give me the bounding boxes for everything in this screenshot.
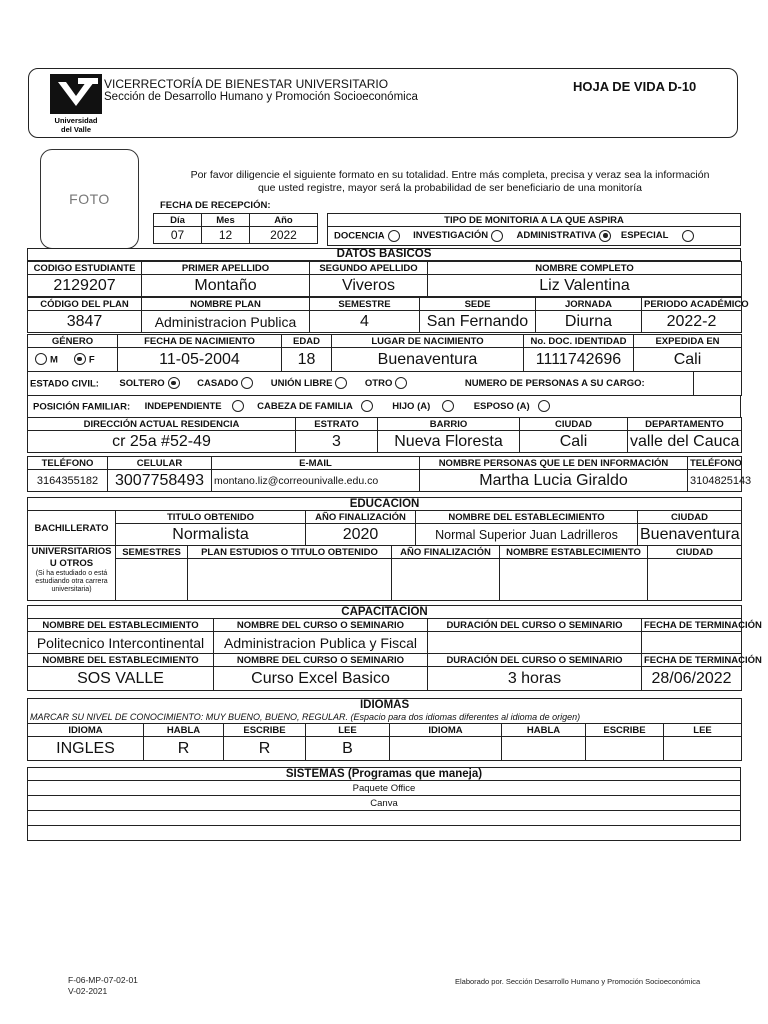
nombre-plan-field[interactable]: Administracion Publica <box>142 311 310 333</box>
ano-fin-univ-field[interactable] <box>392 559 500 601</box>
photo-label: FOTO <box>69 191 110 207</box>
docencia-radio[interactable] <box>388 230 400 242</box>
h-habla-1: HABLA <box>144 724 224 737</box>
codigo-plan-field[interactable]: 3847 <box>28 311 142 333</box>
lee-2-field[interactable] <box>664 737 742 761</box>
cap2-establecimiento-field[interactable]: SOS VALLE <box>28 667 214 691</box>
h-escribe-1: ESCRIBE <box>224 724 306 737</box>
h-escribe-2: ESCRIBE <box>586 724 664 737</box>
nombre-completo-field[interactable]: Liz Valentina <box>428 275 742 297</box>
intro-line-1: Por favor diligencie el siguiente formato en su totalidad. Entre más completa, precisa y veraz sea la información <box>190 169 710 181</box>
h-cap-fecha: FECHA DE TERMINACIÓN <box>642 619 742 632</box>
email-field[interactable]: montano.liz@correounivalle.edu.co <box>212 470 420 492</box>
h-celular: CELULAR <box>108 457 212 470</box>
posicion-familiar-row <box>27 395 741 418</box>
h-doc-identidad: No. DOC. IDENTIDAD <box>524 335 634 348</box>
primer-apellido-field[interactable]: Montaño <box>142 275 310 297</box>
investigacion-radio[interactable] <box>491 230 503 242</box>
casado-radio[interactable] <box>241 377 253 389</box>
idiomas-table <box>27 698 742 761</box>
h-cap-establecimiento-2: NOMBRE DEL ESTABLECIMIENTO <box>28 654 214 667</box>
h-primer-apellido: PRIMER APELLIDO <box>142 262 310 275</box>
h-ciudad-univ: CIUDAD <box>648 546 742 559</box>
h-semestres: SEMESTRES <box>116 546 188 559</box>
genero-f-radio[interactable] <box>74 353 86 365</box>
educacion-title: EDUCACION <box>28 498 742 511</box>
soltero-radio[interactable] <box>168 377 180 389</box>
datos-row-2 <box>27 297 749 333</box>
h-cap-duracion: DURACIÓN DEL CURSO O SEMINARIO <box>428 619 642 632</box>
ciudad-bach-field[interactable]: Buenaventura <box>638 524 742 546</box>
union-libre-radio[interactable] <box>335 377 347 389</box>
datos-row-3 <box>27 334 742 372</box>
h-ciudad-bach: CIUDAD <box>638 511 742 524</box>
mes-field[interactable]: 12 <box>202 227 250 244</box>
esposo-label: ESPOSO (A) <box>473 400 530 412</box>
h-lee-1: LEE <box>306 724 390 737</box>
administrativa-radio[interactable] <box>599 230 611 242</box>
mes-header: Mes <box>202 214 250 227</box>
photo-box[interactable] <box>40 149 139 249</box>
habla-1-field[interactable]: R <box>144 737 224 761</box>
telefono-2-field[interactable]: 3104825143 <box>688 470 742 492</box>
university-logo <box>50 74 102 136</box>
semestre-field[interactable]: 4 <box>310 311 420 333</box>
sistemas-item-3[interactable] <box>28 811 741 826</box>
escribe-1-field[interactable]: R <box>224 737 306 761</box>
segundo-apellido-field[interactable]: Viveros <box>310 275 428 297</box>
cap1-curso-field[interactable]: Administracion Publica y Fiscal <box>214 632 428 654</box>
celular-field[interactable]: 3007758493 <box>108 470 212 492</box>
expedida-field[interactable]: Cali <box>634 348 742 372</box>
datos-row-4 <box>27 417 742 453</box>
genero-f-label: F <box>88 353 95 365</box>
union-libre-label: UNIÓN LIBRE <box>270 377 333 389</box>
establecimiento-field[interactable]: Normal Superior Juan Ladrilleros <box>416 524 638 546</box>
header-subtitle: Sección de Desarrollo Humano y Promoción Socioeconómica <box>104 91 418 103</box>
h-jornada: JORNADA <box>536 298 642 311</box>
ano-header: Año <box>250 214 318 227</box>
h-cap-curso: NOMBRE DEL CURSO O SEMINARIO <box>214 619 428 632</box>
idioma-2-field[interactable] <box>390 737 502 761</box>
universitarios-table <box>27 545 742 601</box>
esposo-radio[interactable] <box>538 400 550 412</box>
h-idioma-2: IDIOMA <box>390 724 502 737</box>
posicion-familiar-label: POSICIÓN FAMILIAR: <box>33 400 131 412</box>
cap1-establecimiento-field[interactable]: Politecnico Intercontinental <box>28 632 214 654</box>
universitarios-label: UNIVERSITARIOS U OTROS <box>31 546 112 569</box>
codigo-estudiante-field[interactable]: 2129207 <box>28 275 142 297</box>
datos-row-5 <box>27 456 752 492</box>
h-genero: GÉNERO <box>28 335 118 348</box>
independiente-radio[interactable] <box>232 400 244 412</box>
logo-text-2: del Valle <box>60 125 92 134</box>
datos-row-1 <box>27 261 742 297</box>
lee-1-field[interactable]: B <box>306 737 390 761</box>
departamento-field[interactable]: valle del Cauca <box>628 431 742 453</box>
h-telefono: TELÉFONO <box>28 457 108 470</box>
idioma-1-field[interactable]: INGLES <box>28 737 144 761</box>
edad-field[interactable]: 18 <box>282 348 332 372</box>
h-telefono-2: TELÉFONO <box>688 457 742 470</box>
dia-header: Día <box>154 214 202 227</box>
h-lugar-nacimiento: LUGAR DE NACIMIENTO <box>332 335 524 348</box>
dia-field[interactable]: 07 <box>154 227 202 244</box>
barrio-field[interactable]: Nueva Floresta <box>378 431 520 453</box>
footer-credit: Elaborado por. Sección Desarrollo Humano y Promoción Socioeconómica <box>455 977 701 986</box>
h-fecha-nacimiento: FECHA DE NACIMIENTO <box>118 335 282 348</box>
universitarios-note: (Si ha estudiado o está estudiando otra carrera universitaria) <box>35 570 108 593</box>
sistemas-item-2[interactable]: Canva <box>28 796 741 811</box>
cap2-fecha-field[interactable]: 28/06/2022 <box>642 667 742 691</box>
h-edad: EDAD <box>282 335 332 348</box>
h-sede: SEDE <box>420 298 536 311</box>
h-cap-duracion-2: DURACIÓN DEL CURSO O SEMINARIO <box>428 654 642 667</box>
habla-2-field[interactable] <box>502 737 586 761</box>
personas-cargo-label: NUMERO DE PERSONAS A SU CARGO: <box>464 377 645 389</box>
genero-m-radio[interactable] <box>35 353 47 365</box>
capacitacion-table <box>27 605 762 691</box>
fecha-table <box>153 213 318 244</box>
h-estrato: ESTRATO <box>296 418 378 431</box>
logo-text-1: Universidad <box>54 116 98 125</box>
personas-cargo-field[interactable] <box>694 372 742 396</box>
docencia-label: DOCENCIA <box>334 230 385 242</box>
ciudad-univ-field[interactable] <box>648 559 742 601</box>
h-direccion: DIRECCIÓN ACTUAL RESIDENCIA <box>28 418 296 431</box>
casado-label: CASADO <box>197 377 239 389</box>
h-habla-2: HABLA <box>502 724 586 737</box>
sistemas-item-1[interactable]: Paquete Office <box>28 781 741 796</box>
sistemas-item-4[interactable] <box>28 826 741 841</box>
datos-title: DATOS BASICOS <box>336 248 432 260</box>
investigacion-label: INVESTIGACIÓN <box>413 230 489 242</box>
sistemas-table <box>27 767 741 841</box>
ciudad-field[interactable]: Cali <box>520 431 628 453</box>
h-semestre: SEMESTRE <box>310 298 420 311</box>
sede-field[interactable]: San Fernando <box>420 311 536 333</box>
estado-civil-row <box>27 371 742 396</box>
estado-civil-label: ESTADO CIVIL: <box>30 377 99 389</box>
monitoria-title: TIPO DE MONITORIA A LA QUE ASPIRA <box>328 214 741 227</box>
cabeza-familia-label: CABEZA DE FAMILIA <box>257 400 353 412</box>
h-cap-establecimiento: NOMBRE DEL ESTABLECIMIENTO <box>28 619 214 632</box>
establecimiento-univ-field[interactable] <box>500 559 648 601</box>
direccion-field[interactable]: cr 25a #52-49 <box>28 431 296 453</box>
cap1-fecha-field[interactable] <box>642 632 742 654</box>
doc-identidad-field[interactable]: 1111742696 <box>524 348 634 372</box>
h-nombre-establecimiento: NOMBRE DEL ESTABLECIMIENTO <box>416 511 638 524</box>
otro-label: OTRO <box>364 377 393 389</box>
independiente-label: INDEPENDIENTE <box>144 400 222 412</box>
soltero-label: SOLTERO <box>119 377 165 389</box>
h-establecimiento-univ: NOMBRE ESTABLECIMIENTO <box>500 546 648 559</box>
h-email: E-MAIL <box>212 457 420 470</box>
h-departamento: DEPARTAMENTO <box>628 418 742 431</box>
especial-radio[interactable] <box>682 230 694 242</box>
h-expedida: EXPEDIDA EN <box>634 335 742 348</box>
h-periodo: PERIODO ACADÉMICO <box>642 298 742 311</box>
footer-code-1: F-06-MP-07-02-01 <box>68 975 138 985</box>
estrato-field[interactable]: 3 <box>296 431 378 453</box>
h-nombre-completo: NOMBRE COMPLETO <box>428 262 742 275</box>
idiomas-note: MARCAR SU NIVEL DE CONOCIMIENTO: MUY BUENO, BUENO, REGULAR. (Espacio para dos idiomas diferentes al idioma de origen) <box>28 712 742 724</box>
periodo-field[interactable]: 2022-2 <box>642 311 742 333</box>
h-idioma-1: IDIOMA <box>28 724 144 737</box>
h-codigo-plan: CÓDIGO DEL PLAN <box>28 298 142 311</box>
h-personas-info: NOMBRE PERSONAS QUE LE DEN INFORMACIÓN <box>420 457 688 470</box>
telefono-field[interactable]: 3164355182 <box>28 470 108 492</box>
cap1-duracion-field[interactable] <box>428 632 642 654</box>
h-ciudad: CIUDAD <box>520 418 628 431</box>
datos-title-bar <box>27 248 741 261</box>
intro-line-2: que usted registre, mayor será la probabilidad de ser beneficiario de una monitoría <box>257 182 643 194</box>
plan-estudios-field[interactable] <box>188 559 392 601</box>
genero-m-label: M <box>50 353 58 365</box>
idiomas-title: IDIOMAS <box>28 699 742 712</box>
h-lee-2: LEE <box>664 724 742 737</box>
educacion-table <box>27 497 742 546</box>
doc-title: HOJA DE VIDA D-10 <box>573 79 697 94</box>
jornada-field[interactable]: Diurna <box>536 311 642 333</box>
semestres-field[interactable] <box>116 559 188 601</box>
otro-radio[interactable] <box>395 377 407 389</box>
hijo-label: HIJO (A) <box>392 400 431 412</box>
h-codigo-estudiante: CODIGO ESTUDIANTE <box>28 262 142 275</box>
fecha-nacimiento-field[interactable]: 11-05-2004 <box>118 348 282 372</box>
escribe-2-field[interactable] <box>586 737 664 761</box>
fecha-label: FECHA DE RECEPCIÓN: <box>160 200 271 211</box>
administrativa-label: ADMINISTRATIVA <box>516 230 597 242</box>
h-nombre-plan: NOMBRE PLAN <box>142 298 310 311</box>
ano-finalizacion-field[interactable]: 2020 <box>306 524 416 546</box>
h-plan-estudios: PLAN ESTUDIOS O TITULO OBTENIDO <box>188 546 392 559</box>
header-title: VICERRECTORÍA DE BIENESTAR UNIVERSITARIO <box>104 77 389 91</box>
titulo-obtenido-field[interactable]: Normalista <box>116 524 306 546</box>
especial-label: ESPECIAL <box>620 230 669 242</box>
h-cap-fecha-2: FECHA DE TERMINACIÓN <box>642 654 742 667</box>
cap2-duracion-field[interactable]: 3 horas <box>428 667 642 691</box>
h-barrio: BARRIO <box>378 418 520 431</box>
monitoria-table <box>327 213 741 246</box>
hijo-radio[interactable] <box>442 400 454 412</box>
h-titulo-obtenido: TITULO OBTENIDO <box>116 511 306 524</box>
sistemas-title: SISTEMAS (Programas que maneja) <box>28 768 741 781</box>
h-cap-curso-2: NOMBRE DEL CURSO O SEMINARIO <box>214 654 428 667</box>
h-segundo-apellido: SEGUNDO APELLIDO <box>310 262 428 275</box>
capacitacion-title: CAPACITACION <box>28 606 742 619</box>
cap2-curso-field[interactable]: Curso Excel Basico <box>214 667 428 691</box>
ano-field[interactable]: 2022 <box>250 227 318 244</box>
footer-code-2: V-02-2021 <box>68 986 108 996</box>
h-ano-fin-univ: AÑO FINALIZACIÓN <box>392 546 500 559</box>
h-ano-finalizacion: AÑO FINALIZACIÓN <box>306 511 416 524</box>
bachillerato-label: BACHILLERATO <box>28 511 116 546</box>
cabeza-familia-radio[interactable] <box>361 400 373 412</box>
personas-info-field[interactable]: Martha Lucia Giraldo <box>420 470 688 492</box>
lugar-nacimiento-field[interactable]: Buenaventura <box>332 348 524 372</box>
